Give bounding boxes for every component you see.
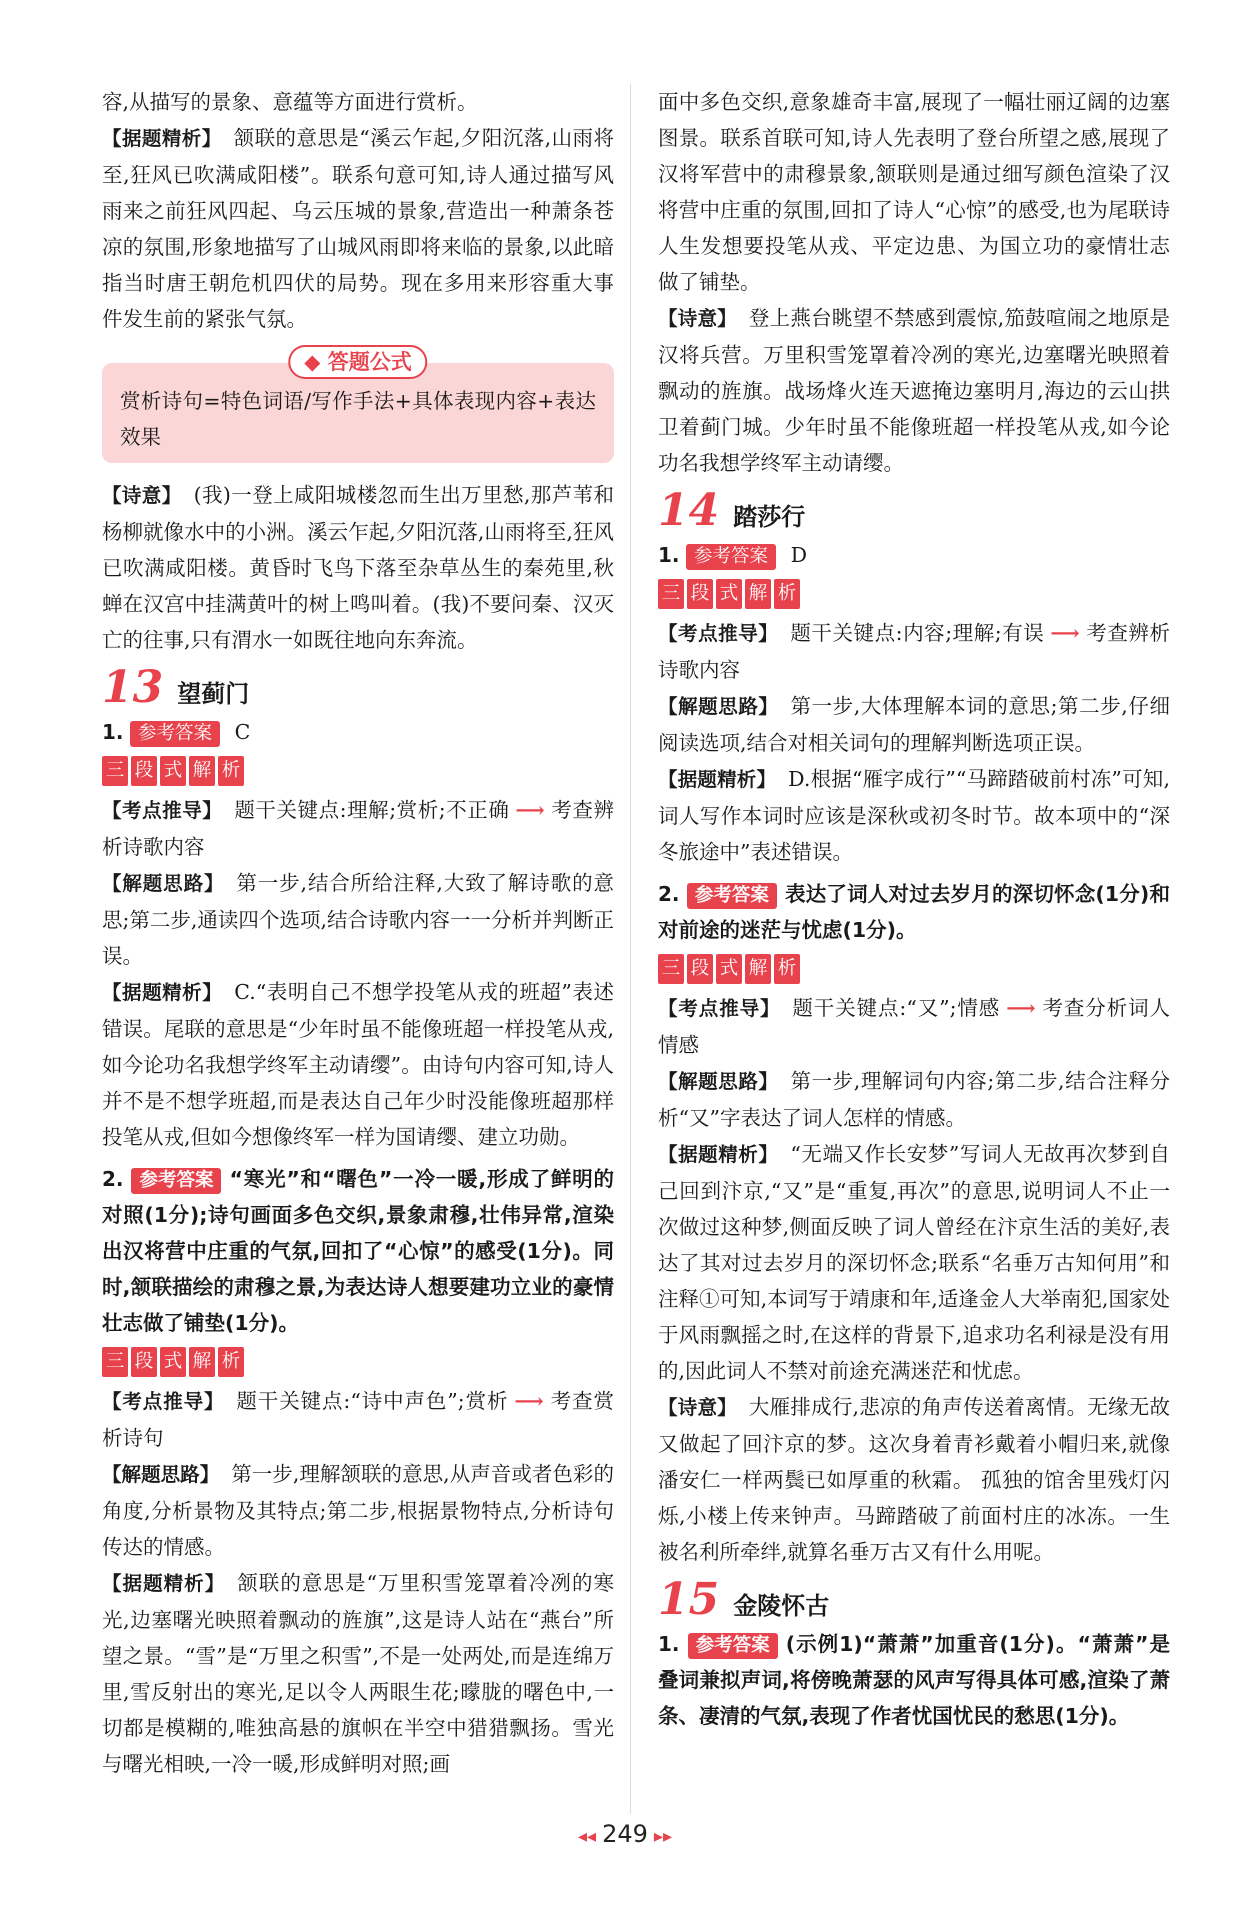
poem-meaning-text: 登上燕台眺望不禁感到震惊,笳鼓喧闹之地原是汉将兵营。万里积雪笼罩着冷冽的寒光,边塞曙光映照着飘动的旌旗。战场烽火连天遮掩边塞明月,海边的云山拱卫着蓟门城。少年时虽不能像班超一样投笔从戎,如今论功名我想学终军主动请缨。 [658,306,1170,475]
answer-tag: 参考答案 [130,721,220,747]
analysis-paragraph [102,120,614,337]
analysis-text: 颔联的意思是“溪云乍起,夕阳沉落,山雨将至,狂风已吹满咸阳楼”。联系句意可知,诗人通过描写风雨来之前狂风四起、乌云压城的景象,营造出一种萧条苍凉的氛围,形象地描写了山城风雨即将来临的景象,以此暗指当时唐王朝危机四伏的局势。现在多用来形容重大事件发生前的紧张气氛。 [102,126,614,331]
kd-paragraph [102,792,614,865]
jt-paragraph [658,1063,1170,1136]
badge-char: 段 [131,1347,157,1377]
badge-char: 段 [131,756,157,786]
kd-result: 考查辨析诗歌内容 [658,621,1170,682]
label-kd: 【考点推导】 [658,622,779,645]
continued-text: 面中多色交织,意象雄奇丰富,展现了一幅壮丽辽阔的边塞图景。联系首联可知,诗人先表明了登台所望之感,展现了汉将军营中的肃穆景象,颔联则是通过细写颜色渲染了汉将营中庄重的氛围,回扣了诗人“心惊”的感受,也为尾联诗人生发想要投笔从戎、平定边患、为国立功的豪情壮志做了铺垫。 [658,90,1170,294]
section-number: 13 [102,662,164,713]
badge-char: 析 [774,579,800,609]
kd-text: 题干关键点:“又”;情感 [792,996,1001,1020]
badge-char: 式 [716,579,742,609]
question-number: 1. [102,720,124,744]
jt-paragraph [658,688,1170,761]
jt-paragraph [102,865,614,974]
jx-paragraph [102,1565,614,1782]
answer-value: C [234,720,251,744]
question-number: 1. [658,1632,680,1656]
badge-char: 式 [160,1347,186,1377]
label-jt: 【解题思路】 [102,872,225,895]
label-jx: 【据题精析】 [658,1143,779,1166]
question-1 [102,714,614,750]
kd-paragraph [658,615,1170,688]
jx-text: D.根据“雁字成行”“马蹄踏破前村冻”可知,词人写作本词时应该是深秋或初冬时节。故本项中的“深冬旅途中”表述错误。 [658,767,1170,864]
arrow-icon: ⟶ [514,1389,544,1413]
section-title: 金陵怀古 [733,1592,830,1620]
answer-tag: 参考答案 [131,1168,221,1194]
badge-char: 析 [218,1347,244,1377]
analysis-badge [102,756,244,786]
jt-paragraph [102,1456,614,1565]
question-2 [102,1161,614,1341]
badge-char: 三 [102,1347,128,1377]
answer-tag: 参考答案 [687,883,777,909]
question-1 [658,1626,1170,1734]
left-chevron-icon: ◂◂ [578,1826,597,1847]
page-number: 249 [602,1820,648,1848]
poem-meaning [658,300,1170,481]
kd-paragraph [658,990,1170,1063]
answer-text: 表达了词人对过去岁月的深切怀念(1分)和对前途的迷茫与忧虑(1分)。 [658,882,1170,942]
kd-result: 考查赏析诗句 [102,1389,614,1450]
jt-text: 第一步,理解词句内容;第二步,结合注释分析“又”字表达了词人怎样的情感。 [658,1069,1170,1130]
section-title: 踏莎行 [733,503,806,531]
label-jt: 【解题思路】 [658,695,779,718]
label-shiyi: 【诗意】 [658,1396,737,1419]
kd-text: 题干关键点:“诗中声色”;赏析 [236,1389,509,1413]
kd-result: 考查辨析诗歌内容 [102,798,614,859]
jx-text: 颔联的意思是“万里积雪笼罩着冷冽的寒光,边塞曙光映照着飘动的旌旗”,这是诗人站在“燕台”所望之景。“雪”是“万里之积雪”,不是一处两处,而是连绵万里,雪反射出的寒光,足以令人两眼生花;曚胧的曙色中,一切都是模糊的,唯独高悬的旗帜在半空中猎猎飘扬。雪光与曙光相映,一冷一暖,形成鲜明对照;画 [102,1571,614,1776]
section-number: 14 [658,485,720,536]
answer-text: “寒光”和“曙色”一冷一暖,形成了鲜明的对照(1分);诗句画面多色交织,景象肃穆,壮伟异常,渲染出汉将营中庄重的气氛,回扣了“心惊”的感受(1分)。同时,颔联描绘的肃穆之景,为表达诗人想要建功立业的豪情壮志做了铺垫(1分)。 [102,1167,614,1335]
badge-char: 式 [160,756,186,786]
analysis-badge [658,954,800,984]
badge-char: 解 [745,954,771,984]
label-shiyi: 【诗意】 [102,484,182,507]
poem-meaning-text: (我)一登上咸阳城楼忽而生出万里愁,那芦苇和杨柳就像水中的小洲。溪云乍起,夕阳沉落,山雨将至,狂风已吹满咸阳楼。黄昏时飞鸟下落至杂草丛生的秦苑里,秋蝉在汉宫中挂满黄叶的树上鸣叫着。(我)不要问秦、汉灭亡的往事,只有渭水一如既往地向东奔流。 [102,483,614,652]
kd-text: 题干关键点:理解;赏析;不正确 [234,798,510,822]
right-chevron-icon: ▸▸ [653,1826,672,1847]
question-number: 2. [102,1167,124,1191]
label-jx: 【据题精析】 [102,981,223,1004]
badge-char: 式 [716,954,742,984]
badge-char: 解 [745,579,771,609]
label-jx: 【据题精析】 [102,1572,226,1595]
formula-text: 赏析诗句=特色词语/写作手法+具体表现内容+表达效果 [120,389,596,449]
answer-text: (示例1)“萧萧”加重音(1分)。“萧萧”是叠词兼拟声词,将傍晚萧瑟的风声写得具体可感,渲染了萧条、凄清的气氛,表现了作者忧国忧民的愁思(1分)。 [658,1632,1170,1728]
label-jt: 【解题思路】 [658,1070,779,1093]
label-jt: 【解题思路】 [102,1463,220,1486]
jt-text: 第一步,理解颔联的意思,从声音或者色彩的角度,分析景物及其特点;第二步,根据景物特点,分析诗句传达的情感。 [102,1462,614,1559]
badge-char: 段 [687,954,713,984]
label-kd: 【考点推导】 [658,997,781,1020]
right-column [658,84,1170,1734]
badge-char: 解 [189,756,215,786]
kd-paragraph [102,1383,614,1456]
poem-meaning [658,1389,1170,1570]
jx-paragraph [658,761,1170,870]
section-title: 望蓟门 [177,680,250,708]
kd-result: 考查分析词人情感 [658,996,1170,1057]
poem-meaning-text: 大雁排成行,悲凉的角声传送着离情。无缘无故又做起了回汴京的梦。这次身着青衫戴着小帽归来,就像潘安仁一样两鬓已如厚重的秋霜。 孤独的馆舍里残灯闪烁,小楼上传来钟声。马蹄踏破了前面村庄的冰冻。一生被名利所牵绊,就算名垂万古又有什么用呢。 [658,1395,1170,1564]
badge-char: 三 [102,756,128,786]
arrow-icon: ⟶ [1050,621,1080,645]
label-kd: 【考点推导】 [102,1390,225,1413]
badge-char: 三 [658,579,684,609]
answer-tag: 参考答案 [688,1633,778,1659]
section-13-heading [102,664,614,712]
left-column [102,84,614,1782]
answer-tag: 参考答案 [686,544,776,570]
badge-char: 析 [774,954,800,984]
kd-text: 题干关键点:内容;理解;有误 [790,621,1045,645]
section-15-heading [658,1576,1170,1624]
jx-text: C.“表明自己不想学投笔从戎的班超”表述错误。尾联的意思是“少年时虽不能像班超一样投笔从戎,如今论功名我想学终军主动请缨”。由诗句内容可知,诗人并不是不想学班超,而是表达自己年少时没能像班超那样投笔从戎,但如今想像终军一样为国请缨、建立功勋。 [102,980,614,1149]
intro-line: 容,从描写的景象、意蕴等方面进行赏析。 [102,90,478,114]
arrow-icon: ⟶ [1006,996,1036,1020]
column-divider [630,84,631,1814]
jx-paragraph [658,1136,1170,1389]
question-number: 2. [658,882,680,906]
formula-title: ◆ 答题公式 [288,345,427,379]
page-footer [0,1820,1250,1848]
poem-meaning [102,477,614,658]
badge-char: 解 [189,1347,215,1377]
question-number: 1. [658,543,680,567]
answer-value: D [790,543,808,567]
badge-char: 段 [687,579,713,609]
jt-text: 第一步,结合所给注释,大致了解诗歌的意思;第二步,通读四个选项,结合诗歌内容一一分析并判断正误。 [102,871,614,968]
badge-char: 析 [218,756,244,786]
question-2 [658,876,1170,948]
label-jx: 【据题精析】 [658,768,777,791]
label-shiyi: 【诗意】 [658,307,737,330]
jt-text: 第一步,大体理解本词的意思;第二步,仔细阅读选项,结合对相关词句的理解判断选项正误。 [658,694,1170,755]
section-14-heading [658,487,1170,535]
section-number: 15 [658,1574,720,1625]
label-jx: 【据题精析】 [102,127,222,150]
badge-char: 三 [658,954,684,984]
label-kd: 【考点推导】 [102,799,223,822]
analysis-badge [102,1347,244,1377]
formula-box [102,350,614,463]
arrow-icon: ⟶ [515,798,545,822]
jx-paragraph [102,974,614,1155]
jx-text: “无端又作长安梦”写词人无故再次梦到自己回到汴京,“又”是“重复,再次”的意思,说明词人不止一次做过这种梦,侧面反映了词人曾经在汴京生活的美好,表达了其对过去岁月的深切怀念;联系“名垂万古知何用”和注释①可知,本词写于靖康和年,适逢金人大举南犯,国家处于风雨飘摇之时,在这样的背景下,追求功名利禄是没有用的,因此词人不禁对前途充满迷茫和忧虑。 [658,1142,1170,1383]
question-1 [658,537,1170,573]
analysis-badge [658,579,800,609]
